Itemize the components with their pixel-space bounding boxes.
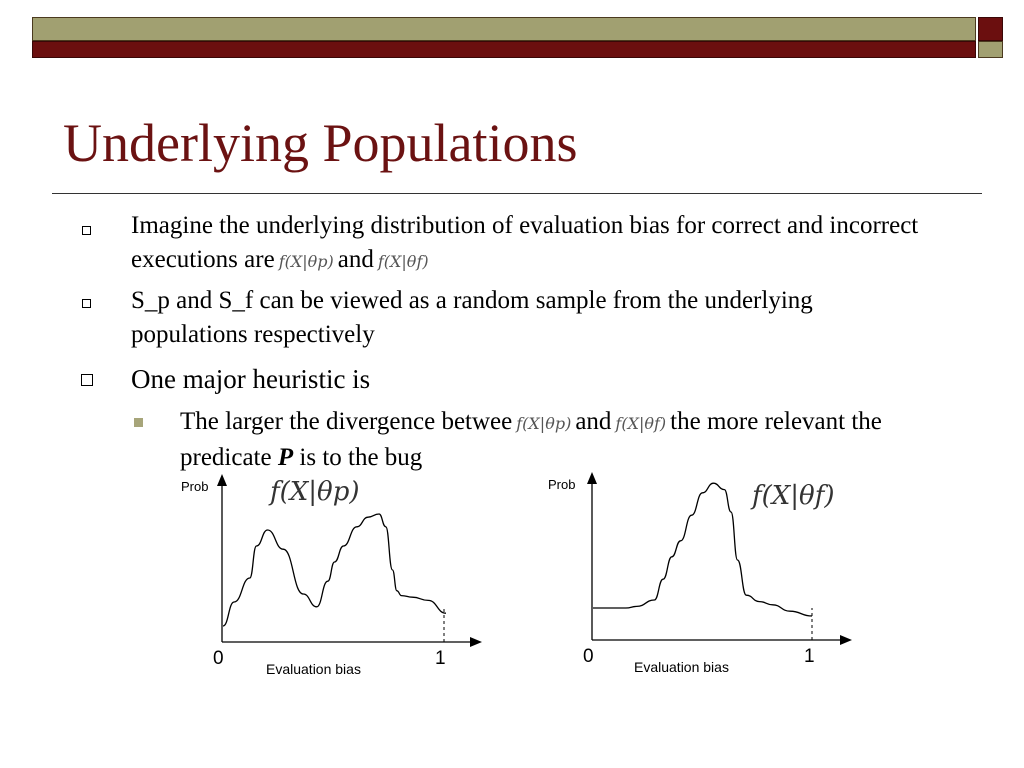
sub-bullet-math-f: f(X|θf) [615, 414, 667, 433]
bullet-square-icon [81, 374, 93, 386]
predicate-p: P [277, 444, 294, 471]
sub-bullet-tail: is to the bug [299, 444, 423, 471]
bullet-square-icon [82, 226, 91, 235]
bullet-2: S_p and S_f can be viewed as a random sample from the underlying populations respectively [131, 287, 813, 348]
sub-bullet-math-p: f(X|θp) [516, 414, 572, 433]
bullet-1-joiner: and [337, 246, 374, 273]
chart-1-ylabel: Prob [181, 479, 209, 494]
bullet-3: One major heuristic is [131, 364, 371, 394]
header-corner-bottom [978, 41, 1003, 58]
chart-1-xtick-0: 0 [213, 648, 224, 669]
chart-2-y-arrow [587, 472, 597, 484]
chart-2-curve [593, 483, 812, 616]
chart-1-x-arrow [470, 637, 482, 647]
bullet-1-math-p: f(X|θp) [278, 252, 334, 271]
sub-bullet [180, 405, 970, 475]
header-corner-top [978, 17, 1003, 41]
bullet-1-text: Imagine the underlying distribution of evaluation bias for correct and incorrect executions are [131, 212, 919, 273]
chart-1-xtick-1: 1 [435, 648, 446, 669]
chart-2-x-arrow [840, 635, 852, 645]
bullet-1 [131, 209, 961, 279]
slide-title: Underlying Populations [63, 113, 578, 173]
sub-bullet-text-1: The larger the divergence betwee [180, 408, 513, 435]
sub-bullet-text-2: the more relevant the predicate [180, 408, 882, 471]
sub-bullet-square-icon [134, 418, 143, 427]
chart-2-xtick-0: 0 [583, 646, 594, 667]
chart-1-xlabel: Evaluation bias [266, 661, 361, 677]
chart-1 [190, 470, 500, 670]
chart-1-curve [223, 514, 446, 626]
sub-bullet-joiner: and [575, 408, 612, 435]
title-divider [52, 193, 982, 194]
chart-1-y-arrow [217, 474, 227, 486]
chart-2-title: f(X|θf) [752, 481, 835, 511]
chart-2-xlabel: Evaluation bias [634, 659, 729, 675]
header-bar-top [32, 17, 976, 41]
header-bar-bottom [32, 41, 976, 58]
bullet-1-math-f: f(X|θf) [377, 252, 429, 271]
chart-2-xtick-1: 1 [804, 646, 815, 667]
bullet-square-icon [82, 299, 91, 308]
chart-1-title: f(X|θp) [270, 477, 360, 507]
chart-2 [560, 468, 870, 668]
chart-2-ylabel: Prob [548, 477, 576, 492]
